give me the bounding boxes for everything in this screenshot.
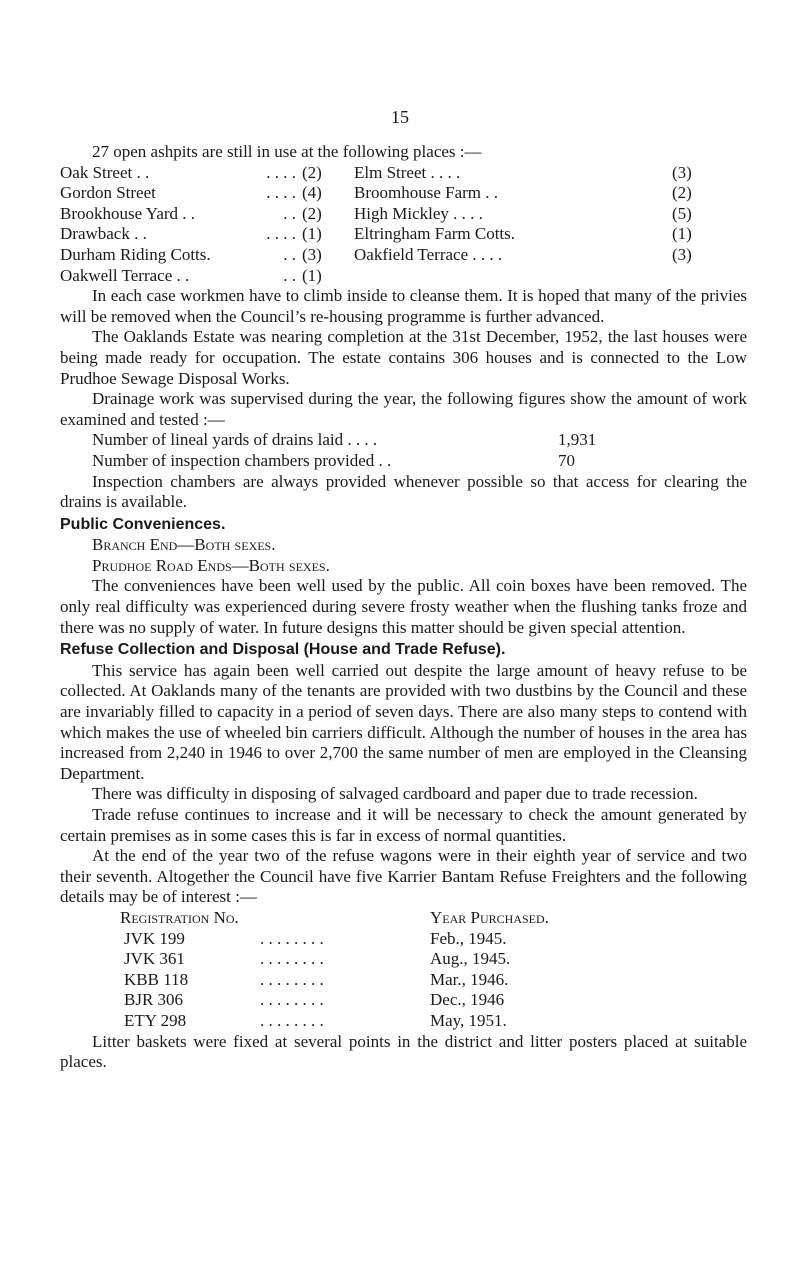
drainage-value: 70 (558, 450, 575, 470)
ashpit-leader: . . (283, 244, 296, 264)
ashpit-row (60, 266, 747, 287)
ashpit-row (60, 163, 747, 184)
ashpit-place: Gordon Street (60, 183, 156, 203)
header-year: Year Purchased. (430, 907, 549, 927)
ashpit-place: Drawback . . (60, 224, 147, 244)
ashpit-count-right: (2) (672, 183, 692, 203)
heading-refuse-collection: Refuse Collection and Disposal (House and Trade Refuse). (60, 641, 506, 659)
paragraph-cardboard: There was difficulty in disposing of salvaged cardboard and paper due to trade recession. (92, 784, 698, 804)
vehicle-row (60, 990, 747, 1011)
ashpit-count-right: (3) (672, 162, 692, 182)
ashpit-count: (1) (302, 224, 322, 244)
drainage-row (60, 430, 747, 451)
paragraph-refuse-service: This service has again been well carried out despite the large amount of heavy refuse to be collected. At Oaklands many of the tenants are provided with two dustbins by the Council and these are invariably filled to capacity in a period of seven days. There are also many steps to contend with which makes the use of wheeled bin carriers difficult. Although the number of houses in the area has increased from 2,240 in 1946 to over 2,700 the same number of men are employed in the Cleansing Department. (60, 660, 747, 783)
ashpit-leader: . . . . (266, 224, 296, 244)
vehicle-leader: . . . . . . . . (260, 949, 324, 969)
vehicle-leader: . . . . . . . . (260, 1010, 324, 1030)
vehicle-row (60, 929, 747, 950)
page-number: 15 (391, 107, 409, 127)
vehicle-registration: BJR 306 (124, 990, 184, 1010)
vehicle-row (60, 970, 747, 991)
ashpit-place-right: Broomhouse Farm . . (354, 183, 499, 203)
convenience-branch-end: Branch End—Both sexes. (92, 535, 276, 555)
vehicle-table-header (60, 908, 747, 929)
paragraph-drainage: Drainage work was supervised during the year, the following figures show the amount of work examined and tested :— (60, 389, 747, 429)
vehicle-year: Dec., 1946 (430, 990, 505, 1010)
paragraph-oaklands: The Oaklands Estate was nearing completion at the 31st December, 1952, the last houses were being made ready for occupation. The estate contains 306 houses and is connected to the Low Prudhoe Sewage Disposal Works. (60, 327, 747, 388)
paragraph-conveniences: The conveniences have been well used by the public. All coin boxes have been removed. The only real difficulty was experienced during severe frosty weather when the flushing tanks froze and there was no supply of water. In future designs this matter should be given special attention. (60, 576, 747, 637)
ashpit-leader: . . . . (266, 162, 296, 182)
convenience-prudhoe-road: Prudhoe Road Ends—Both sexes. (92, 555, 330, 575)
drainage-label: Number of lineal yards of drains laid . . . . (92, 430, 378, 450)
vehicle-row (60, 1011, 747, 1032)
drainage-row (60, 451, 747, 472)
drainage-figures (60, 430, 747, 471)
vehicle-row (60, 949, 747, 970)
ashpit-place-right: Elm Street . . . . (354, 162, 461, 182)
paragraph-litter: Litter baskets were fixed at several points in the district and litter posters placed at suitable places. (60, 1031, 747, 1072)
ashpit-count-right: (3) (672, 244, 692, 264)
ashpit-place-right: Eltringham Farm Cotts. (354, 224, 516, 244)
ashpit-list (60, 163, 747, 287)
ashpit-leader: . . (283, 265, 296, 285)
ashpit-leader: . . . . (266, 183, 296, 203)
ashpit-row (60, 183, 747, 204)
ashpit-count: (2) (302, 162, 322, 182)
page-body (60, 142, 747, 1073)
ashpit-count-right: (5) (672, 203, 692, 223)
ashpit-count: (4) (302, 183, 322, 203)
vehicle-registration: JVK 199 (124, 928, 185, 948)
ashpit-place: Oakwell Terrace . . (60, 265, 190, 285)
vehicle-year: May, 1951. (430, 1010, 507, 1030)
vehicle-table (60, 929, 747, 1032)
ashpit-place-right: Oakfield Terrace . . . . (354, 244, 503, 264)
drainage-value: 1,931 (558, 430, 597, 450)
vehicle-year: Feb., 1945. (430, 928, 507, 948)
ashpit-row (60, 204, 747, 225)
vehicle-leader: . . . . . . . . (260, 969, 324, 989)
vehicle-registration: ETY 298 (124, 1010, 187, 1030)
paragraph-workmen: In each case workmen have to climb inside to cleanse them. It is hoped that many of the privies will be removed when the Council’s re-housing programme is further advanced. (60, 286, 747, 326)
paragraph-inspection: Inspection chambers are always provided whenever possible so that access for clearing the drains is available. (60, 471, 747, 512)
ashpit-count: (3) (302, 244, 322, 264)
ashpit-count: (1) (302, 265, 322, 285)
vehicle-registration: JVK 361 (124, 949, 185, 969)
vehicle-year: Aug., 1945. (430, 949, 511, 969)
ashpit-place-right: High Mickley . . . . (354, 203, 483, 223)
ashpit-row (60, 224, 747, 245)
vehicle-registration: KBB 118 (124, 969, 189, 989)
drainage-label: Number of inspection chambers provided . . (92, 450, 392, 470)
ashpits-intro: 27 open ashpits are still in use at the following places :— (92, 142, 482, 161)
ashpit-leader: . . (283, 203, 296, 223)
paragraph-refuse-wagons: At the end of the year two of the refuse wagons were in their eighth year of service and two their seventh. Altogether the Council have five Karrier Bantam Refuse Freighters and the following details may be of interest :— (60, 846, 747, 907)
ashpit-place: Durham Riding Cotts. (60, 244, 211, 264)
vehicle-leader: . . . . . . . . (260, 990, 324, 1010)
header-registration: Registration No. (120, 907, 239, 927)
ashpit-count-right: (1) (672, 224, 692, 244)
ashpit-count: (2) (302, 203, 322, 223)
ashpit-row (60, 245, 747, 266)
paragraph-trade-refuse: Trade refuse continues to increase and it will be necessary to check the amount generated by certain premises as in some cases this is far in excess of normal quantities. (60, 805, 747, 845)
ashpit-place: Brookhouse Yard . . (60, 203, 196, 223)
vehicle-leader: . . . . . . . . (260, 928, 324, 948)
vehicle-year: Mar., 1946. (430, 969, 509, 989)
heading-public-conveniences: Public Conveniences. (60, 515, 226, 533)
ashpit-place: Oak Street . . (60, 162, 150, 182)
